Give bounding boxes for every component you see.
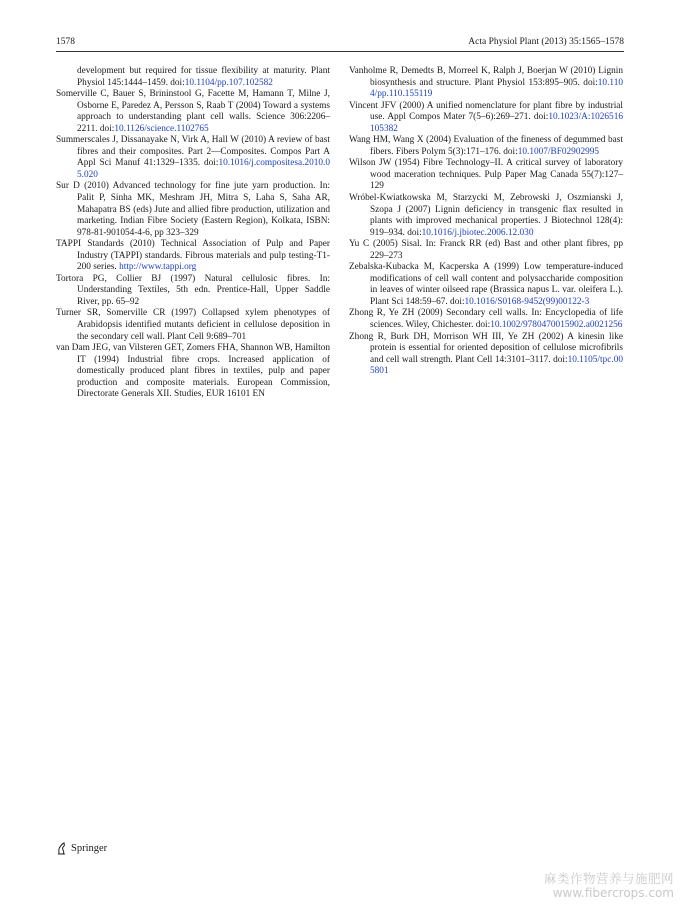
watermark-url: www.fibercrops.com <box>552 886 674 900</box>
reference-entry <box>349 332 623 378</box>
reference-text: Summerscales J, Dissanayake N, Virk A, Hall W (2010) A review of bast fibres and their composites. Part 2—Composites. Compos Part A Appl Sci Manuf 41:1329–1335. doi: <box>56 135 330 169</box>
reference-text: Wilson JW (1954) Fibre Technology–II. A critical survey of laboratory wood maceration techniques. Pulp Paper Mag Canada 55(7):127–129 <box>349 158 623 192</box>
reference-link[interactable]: 10.1126/science.1102765 <box>114 123 209 134</box>
reference-entry <box>56 66 330 89</box>
reference-text: Zhong R, Burk DH, Morrison WH III, Ye ZH (2002) A kinesin like protein is essential for oriented deposition of cellulose microfibrils and cell wall strength. Plant Cell 14:3101–3117. doi: <box>349 331 623 365</box>
reference-entry <box>349 135 623 158</box>
reference-link[interactable]: 10.1002/9780470015902.a0021256 <box>490 320 623 331</box>
reference-text: Zebalska-Kubacka M, Kacperska A (1999) Low temperature-induced modifications of cell wall content and polysaccharide composition in leaves of winter oilseed rape (Brassica napus L. var. oleifera L.). Plant Sci 148:59–67. doi: <box>349 262 623 307</box>
reference-entry <box>56 89 330 135</box>
reference-text: TAPPI Standards (2010) Technical Association of Pulp and Paper Industry (TAPPI) standards. Fibrous materials and pulp testing-T1-200 series. <box>56 239 330 273</box>
journal-citation: Acta Physiol Plant (2013) 35:1565–1578 <box>468 37 624 47</box>
reference-text: Yu C (2005) Sisal. In: Franck RR (ed) Bast and other plant fibres, pp 229–273 <box>349 239 623 261</box>
references-right-column <box>349 66 623 378</box>
reference-entry <box>56 135 330 181</box>
reference-entry <box>349 66 623 101</box>
reference-entry <box>56 274 330 309</box>
reference-link[interactable]: 10.1016/j.compositesa.2010.05.020 <box>77 158 330 180</box>
reference-text: Tortora PG, Collier BJ (1997) Natural cellulosic fibres. In: Understanding Textiles, 5th edn. Prentice-Hall, Upper Saddle River, pp. 65–92 <box>56 273 330 307</box>
reference-entry <box>56 239 330 274</box>
reference-link[interactable]: 10.1105/tpc.005801 <box>370 354 623 377</box>
reference-link[interactable]: 10.1016/j.jbiotec.2006.12.030 <box>421 227 534 238</box>
watermark-chinese: 麻类作物营养与施肥网 <box>543 871 674 886</box>
site-watermark <box>544 872 674 900</box>
reference-entry <box>349 308 623 331</box>
header-rule <box>56 51 624 52</box>
springer-horse-icon <box>56 842 67 855</box>
reference-entry <box>56 343 330 401</box>
reference-link[interactable]: 10.1023/A:1026516105382 <box>370 112 623 134</box>
reference-link[interactable]: 10.1104/pp.107.102582 <box>184 77 273 88</box>
reference-link[interactable]: 10.1104/pp.110.155119 <box>370 77 623 100</box>
reference-text: Vincent JFV (2000) A unified nomenclature for plant fibre by industrial use. Appl Compos Mater 7(5–6):269–271. doi: <box>349 100 623 123</box>
reference-entry <box>349 193 623 239</box>
reference-text: development but required for tissue flexibility at maturity. Plant Physiol 145:1444–1459. doi: <box>77 66 330 88</box>
running-header <box>56 37 624 47</box>
page-footer <box>56 842 107 855</box>
reference-link[interactable]: 10.1007/BF02902995 <box>517 146 600 157</box>
reference-entry <box>56 308 330 343</box>
reference-link[interactable]: http://www.tappi.org <box>119 262 197 273</box>
reference-entry <box>349 262 623 308</box>
reference-entry <box>349 101 623 136</box>
reference-text: Turner SR, Somerville CR (1997) Collapsed xylem phenotypes of Arabidopsis identified mutants deficient in cellulose deposition in the secondary cell wall. Plant Cell 9:689–701 <box>56 308 330 342</box>
reference-text: Wang HM, Wang X (2004) Evaluation of the fineness of degummed bast fibers. Fibers Polym 5(3):171–176. doi: <box>349 135 623 157</box>
reference-text: Wróbel-Kwiatkowska M, Starzycki M, Zebrowski J, Oszmianski J, Szopa J (2007) Lignin deficiency in transgenic flax resulted in plants with improved mechanical properties. J Biotechnol 128(4): 919–934. doi: <box>349 193 623 238</box>
reference-entry <box>349 158 623 193</box>
publisher-name: Springer <box>71 843 108 854</box>
reference-entry <box>349 239 623 262</box>
reference-text: Somerville C, Bauer S, Brininstool G, Facette M, Hamann T, Milne J, Osborne E, Paredez A, Persson S, Raab T (2004) Toward a systems approach to understanding plant cell walls. Science 306:2206–2211. doi: <box>56 89 330 134</box>
reference-entry <box>56 181 330 239</box>
reference-link[interactable]: 10.1016/S0168-9452(99)00122-3 <box>464 296 590 307</box>
reference-text: Sur D (2010) Advanced technology for fine jute yarn production. In: Palit P, Sinha MK, Meshram JH, Mitra S, Laha S, Saha AR, Mahapatra BS (eds) Jute and allied fibre production, utilization and marketing. Indian Fibre Society (Eastern Region), Kolkata, ISBN: 978-81-901054-4-6, pp 323–329 <box>56 181 330 238</box>
reference-text: van Dam JEG, van Vilsteren GET, Zomers FHA, Shannon WB, Hamilton IT (1994) Industrial fibre crops. Increased application of domestically produced plant fibres in textiles, pulp and paper production and composite materials. European Commission, Directorate Generals XII. Studies, EUR 16101 EN <box>56 343 330 400</box>
references-left-column <box>56 66 330 401</box>
reference-text: Zhong R, Ye ZH (2009) Secondary cell walls. In: Encyclopedia of life sciences. Wiley, Chichester. doi: <box>349 308 623 331</box>
page-number: 1578 <box>56 37 75 47</box>
reference-text: Vanholme R, Demedts B, Morreel K, Ralph J, Boerjan W (2010) Lignin biosynthesis and structure. Plant Physiol 153:895–905. doi: <box>349 66 623 88</box>
